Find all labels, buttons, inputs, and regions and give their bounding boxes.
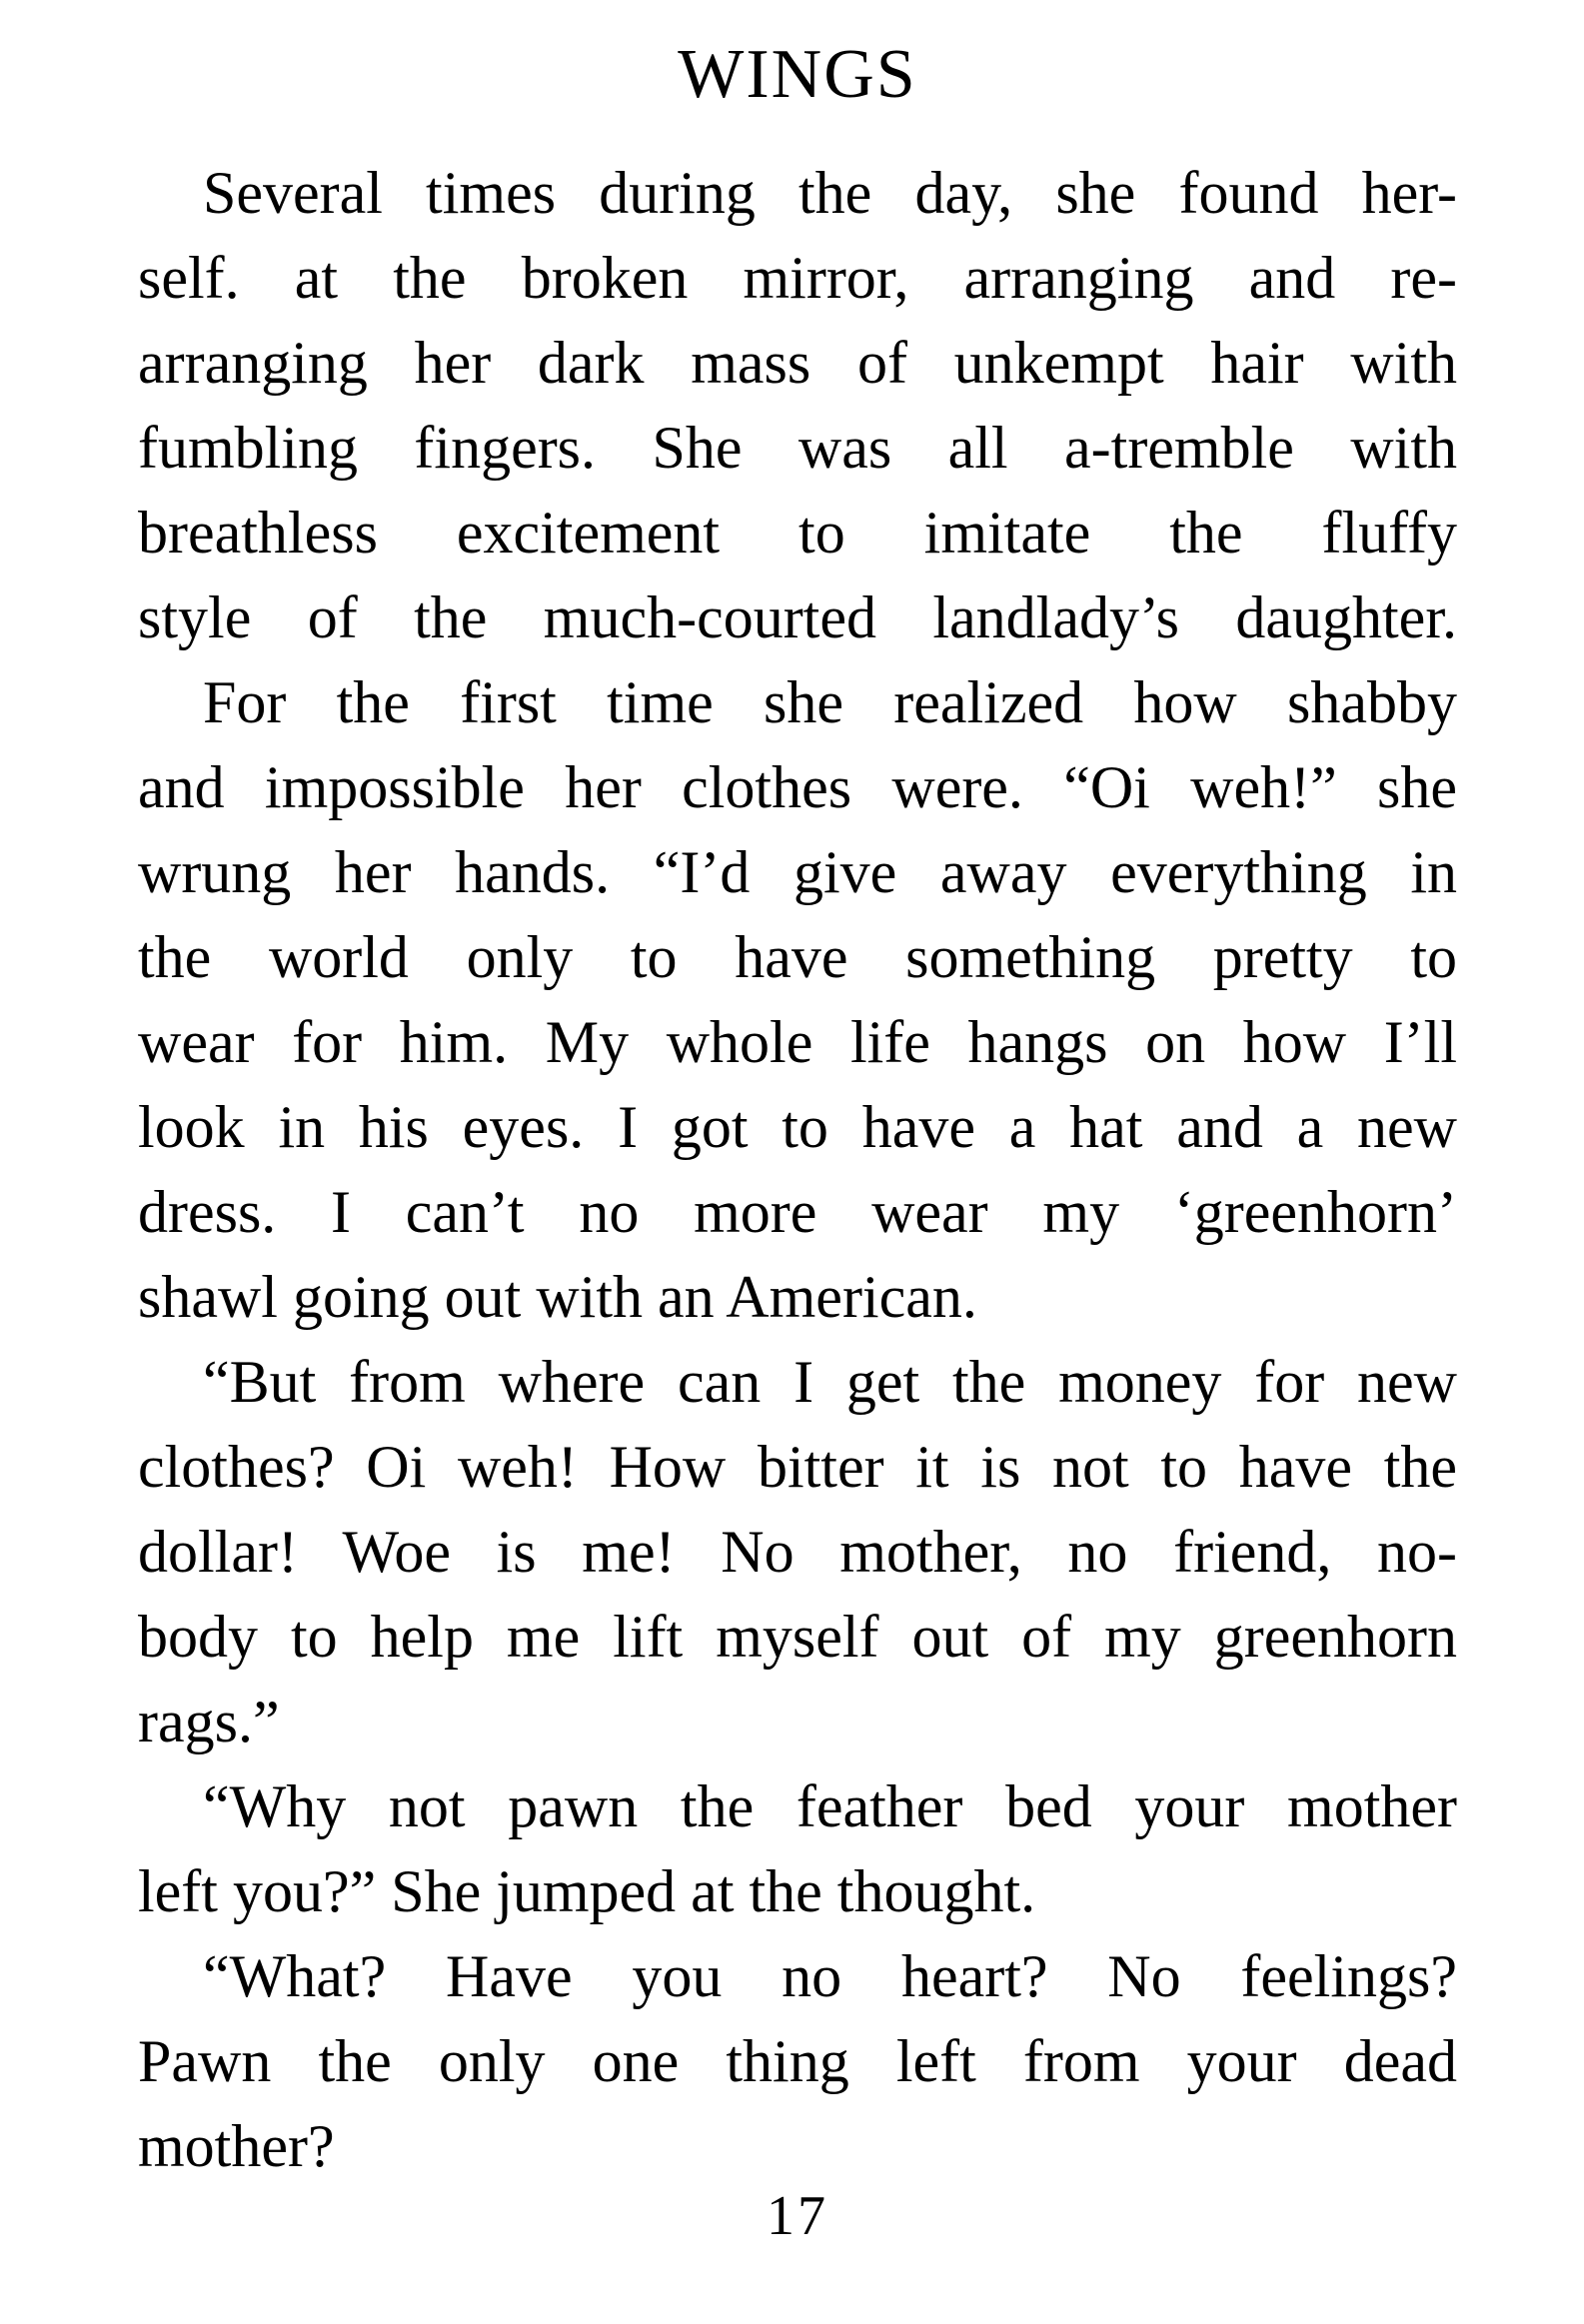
- text-line: style of the much-courted landlady’s daughter.: [138, 584, 1457, 650]
- text-line: rags.”: [138, 1689, 280, 1754]
- text-line: dress. I can’t no more wear my ‘greenhorn’: [138, 1179, 1457, 1245]
- text-line: clothes? Oi weh! How bitter it is not to have the: [138, 1434, 1457, 1500]
- running-head-title: WINGS: [678, 36, 917, 113]
- text-line: wear for him. My whole life hangs on how I’ll: [138, 1009, 1457, 1075]
- text-line: look in his eyes. I got to have a hat and a new: [138, 1094, 1457, 1160]
- text-line: shawl going out with an American.: [138, 1264, 977, 1330]
- text-line: and impossible her clothes were. “Oi weh!” she: [138, 754, 1457, 820]
- text-line: For the first time she realized how shabby: [203, 669, 1457, 735]
- text-line: self. at the broken mirror, arranging and re-: [138, 245, 1457, 311]
- text-line: mother?: [138, 2113, 335, 2179]
- paragraph: [138, 1764, 1457, 1934]
- text-line: “Why not pawn the feather bed your mother: [203, 1773, 1457, 1839]
- text-line: the world only to have something pretty to: [138, 924, 1457, 990]
- text-line: “But from where can I get the money for new: [203, 1349, 1457, 1415]
- body-text: [138, 151, 1457, 2189]
- text-line: “What? Have you no heart? No feelings?: [203, 1943, 1457, 2009]
- paragraph: [138, 660, 1457, 1340]
- page-number: 17: [767, 2185, 828, 2247]
- text-line: body to help me lift myself out of my greenhorn: [138, 1604, 1457, 1670]
- paragraph: [138, 1340, 1457, 1764]
- text-line: fumbling fingers. She was all a-tremble with: [138, 415, 1457, 481]
- text-line: wrung her hands. “I’d give away everything in: [138, 839, 1457, 905]
- text-line: left you?” She jumped at the thought.: [138, 1858, 1036, 1924]
- text-line: breathless excitement to imitate the fluffy: [138, 500, 1457, 566]
- text-line: Pawn the only one thing left from your dead: [138, 2028, 1457, 2094]
- text-line: Several times during the day, she found her-: [203, 160, 1457, 226]
- paragraph: [138, 1934, 1457, 2189]
- paragraph: [138, 151, 1457, 660]
- text-line: arranging her dark mass of unkempt hair with: [138, 330, 1457, 396]
- text-line: dollar! Woe is me! No mother, no friend, no-: [138, 1519, 1457, 1585]
